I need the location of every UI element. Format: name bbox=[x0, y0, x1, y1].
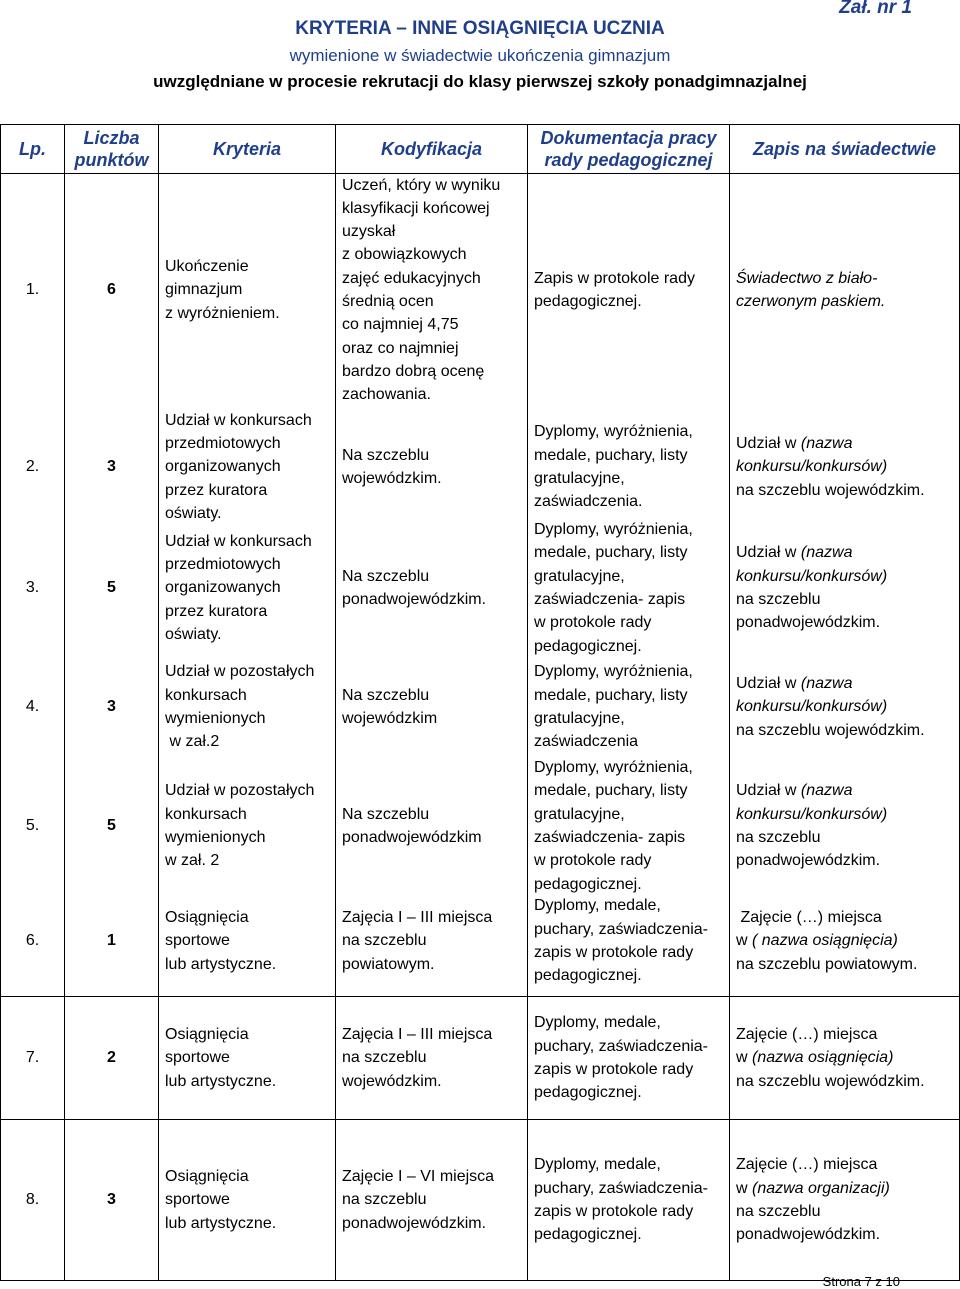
cert-line: Udział w (nazwa bbox=[736, 782, 853, 800]
cert-line: w (nazwa osiągnięcia) bbox=[736, 1049, 894, 1067]
cert-line: czerwonym paskiem. bbox=[736, 293, 886, 310]
doc-line: Dyplomy, wyróżnienia, bbox=[534, 663, 693, 681]
code-line: na szczeblu bbox=[342, 1191, 427, 1209]
doc-line: gratulacyjne, bbox=[534, 470, 625, 487]
crit-line: w zał. 2 bbox=[165, 852, 220, 870]
table-header-row bbox=[1, 125, 960, 174]
cell-pts bbox=[65, 1120, 159, 1281]
cert-line: Zajęcie (…) miejsca bbox=[736, 909, 882, 927]
doc-line: medale, puchary, listy bbox=[534, 782, 688, 800]
page-title: KRYTERIA – INNE OSIĄGNIĘCIA UCZNIA bbox=[295, 18, 665, 39]
code-cell-2 bbox=[336, 406, 527, 528]
doc-line: pedagogicznej. bbox=[534, 967, 642, 985]
doc-line: zapis w protokole rady bbox=[534, 1061, 694, 1078]
crit-line: przedmiotowych bbox=[165, 556, 281, 574]
crit-line: w zał.2 bbox=[165, 733, 220, 751]
cell-crit bbox=[159, 1120, 336, 1281]
code-line: z obowiązkowych bbox=[342, 246, 467, 264]
table-row bbox=[1, 997, 960, 1120]
doc-line: zaświadczenia bbox=[534, 733, 639, 751]
crit-line: przedmiotowych bbox=[165, 435, 281, 453]
table-row bbox=[1, 1120, 960, 1281]
cert-line: konkursu/konkursów) bbox=[736, 567, 888, 585]
doc-line: Dyplomy, wyróżnienia, bbox=[534, 521, 693, 539]
doc-line: Dyplomy, medale, bbox=[534, 1156, 661, 1174]
code-line: ponadwojewódzkim bbox=[342, 829, 482, 846]
code-line: zachowania. bbox=[342, 386, 431, 404]
cell-code-group bbox=[336, 174, 528, 997]
cell-doc bbox=[528, 997, 730, 1120]
crit-cell-1 bbox=[159, 174, 335, 406]
crit-line: sportowe bbox=[165, 932, 230, 950]
doc-line: Dyplomy, medale, bbox=[534, 897, 661, 915]
crit-line: Osiągnięcia bbox=[165, 1168, 249, 1186]
doc-line: gratulacyjne, bbox=[534, 567, 625, 585]
cert-line: na szczeblu wojewódzkim. bbox=[736, 721, 925, 739]
doc-line: puchary, zaświadczenia- bbox=[534, 920, 709, 938]
doc-cell-8 bbox=[528, 1120, 729, 1280]
code-cell-6 bbox=[336, 886, 527, 996]
cert-line: Udział w (nazwa bbox=[736, 435, 853, 453]
doc-line: medale, puchary, listy bbox=[534, 446, 688, 464]
doc-cell-5 bbox=[528, 759, 729, 893]
doc-line: pedagogicznej. bbox=[534, 293, 642, 310]
code-line: bardzo dobrą ocenę bbox=[342, 362, 485, 380]
code-line: Na szczeblu bbox=[342, 446, 430, 464]
crit-cell-7 bbox=[159, 997, 335, 1119]
crit-cell-8 bbox=[159, 1120, 335, 1280]
doc-line: w protokole rady bbox=[534, 852, 652, 870]
cell-pts-group bbox=[65, 174, 159, 997]
cert-cell-3 bbox=[730, 528, 959, 648]
cert-line: w (nazwa organizacji) bbox=[736, 1179, 890, 1197]
cert-line: na szczeblu wojewódzkim. bbox=[736, 1072, 925, 1090]
cert-line: na szczeblu bbox=[736, 829, 821, 846]
code-line: Zajęcia I – III miejsca bbox=[342, 909, 493, 927]
doc-line: pedagogicznej. bbox=[534, 1226, 642, 1244]
code-cell-7 bbox=[336, 997, 527, 1119]
cell-pts bbox=[65, 997, 159, 1120]
cert-line: ponadwojewódzkim. bbox=[736, 852, 881, 870]
cert-line: na szczeblu bbox=[736, 591, 821, 608]
code-line: ponadwojewódzkim. bbox=[342, 1214, 487, 1232]
code-line: oraz co najmniej bbox=[342, 339, 459, 357]
cert-line: konkursu/konkursów) bbox=[736, 805, 888, 823]
lp-value-6: 6. bbox=[25, 932, 40, 950]
code-line: Zajęcia I – III miejsca bbox=[342, 1026, 493, 1044]
doc-line: gratulacyjne, bbox=[534, 805, 625, 823]
lp-value-8: 8. bbox=[25, 1191, 40, 1209]
crit-line: Udział w pozostałych bbox=[165, 782, 315, 800]
crit-line: oświaty. bbox=[165, 504, 222, 522]
cell-doc-group bbox=[528, 174, 730, 997]
crit-line: Ukończenie bbox=[165, 258, 249, 276]
code-line: na szczeblu bbox=[342, 932, 427, 950]
cell-cert bbox=[730, 997, 960, 1120]
doc-line: puchary, zaświadczenia- bbox=[534, 1037, 709, 1055]
crit-line: lub artystyczne. bbox=[165, 1072, 277, 1090]
code-cell-1 bbox=[336, 174, 527, 406]
doc-cell-1 bbox=[528, 174, 729, 406]
cert-line: Świadectwo z biało- bbox=[736, 269, 878, 287]
doc-cell-2 bbox=[528, 406, 729, 528]
col-header-cert: Zapis na świadectwie bbox=[730, 125, 960, 174]
crit-line: Udział w konkursach bbox=[165, 411, 312, 429]
doc-cell-4 bbox=[528, 648, 729, 766]
doc-line: pedagogicznej. bbox=[534, 875, 642, 893]
cert-cell-2 bbox=[730, 406, 959, 528]
crit-line: Osiągnięcia bbox=[165, 909, 249, 927]
doc-line: zaświadczenia- zapis bbox=[534, 829, 686, 846]
pts-value-3: 5 bbox=[107, 579, 116, 597]
crit-line: przez kuratora bbox=[165, 481, 268, 499]
cell-cert-group bbox=[730, 174, 960, 997]
code-line: co najmniej 4,75 bbox=[342, 316, 459, 334]
doc-line: pedagogicznej. bbox=[534, 637, 642, 655]
crit-line: Osiągnięcia bbox=[165, 1026, 249, 1044]
pts-value-4: 3 bbox=[107, 698, 116, 716]
doc-line: puchary, zaświadczenia- bbox=[534, 1179, 709, 1197]
doc-cell-7 bbox=[528, 997, 729, 1119]
crit-line: wymienionych bbox=[165, 829, 266, 846]
cell-lp-group bbox=[1, 174, 65, 997]
code-line: ponadwojewódzkim. bbox=[342, 591, 487, 608]
cert-line: konkursu/konkursów) bbox=[736, 698, 888, 716]
code-cell-3 bbox=[336, 528, 527, 648]
lp-value-2: 2. bbox=[25, 458, 40, 476]
doc-line: zapis w protokole rady bbox=[534, 944, 694, 961]
doc-line: zapis w protokole rady bbox=[534, 1203, 694, 1220]
pts-value-6: 1 bbox=[107, 932, 116, 950]
crit-line: wymienionych bbox=[165, 710, 266, 727]
attachment-label: Zał. nr 1 bbox=[839, 0, 912, 18]
code-cell-4 bbox=[336, 648, 527, 766]
cert-line: na szczeblu bbox=[736, 1203, 821, 1220]
lp-value-7: 7. bbox=[25, 1049, 40, 1067]
cert-cell-6 bbox=[730, 886, 959, 996]
cell-crit-group bbox=[159, 174, 336, 997]
cert-line: konkursu/konkursów) bbox=[736, 458, 888, 476]
doc-line: w protokole rady bbox=[534, 614, 652, 632]
doc-line: Dyplomy, medale, bbox=[534, 1014, 661, 1032]
doc-line: Zapis w protokole rady bbox=[534, 269, 695, 287]
cert-line: Zajęcie (…) miejsca bbox=[736, 1026, 878, 1044]
code-line: Zajęcie I – VI miejsca bbox=[342, 1168, 495, 1186]
crit-cell-6 bbox=[159, 886, 335, 996]
crit-line: konkursach bbox=[165, 686, 247, 704]
page-subtitle: wymienione w świadectwie ukończenia gimnazjum bbox=[289, 46, 671, 65]
code-line: Na szczeblu bbox=[342, 805, 430, 823]
lp-value-3: 3. bbox=[25, 579, 40, 597]
col-header-code: Kodyfikacja bbox=[336, 125, 528, 174]
doc-line: medale, puchary, listy bbox=[534, 686, 688, 704]
crit-line: Udział w pozostałych bbox=[165, 663, 315, 681]
code-line: wojewódzkim bbox=[342, 710, 438, 727]
cert-line: ponadwojewódzkim. bbox=[736, 614, 881, 632]
page-subtitle-2: uwzględniane w procesie rekrutacji do klasy pierwszej szkoły ponadgimnazjalnej bbox=[153, 72, 807, 91]
cert-line: Udział w (nazwa bbox=[736, 675, 853, 693]
crit-line: sportowe bbox=[165, 1049, 230, 1067]
doc-line: Dyplomy, wyróżnienia, bbox=[534, 759, 693, 777]
code-line: Na szczeblu bbox=[342, 567, 430, 585]
cert-line: Udział w (nazwa bbox=[736, 544, 853, 562]
cert-line: ponadwojewódzkim. bbox=[736, 1226, 881, 1244]
cert-line: w ( nazwa osiągnięcia) bbox=[736, 932, 898, 950]
doc-line: pedagogicznej. bbox=[534, 1084, 642, 1102]
table-row bbox=[1, 174, 960, 997]
doc-cell-3 bbox=[528, 521, 729, 655]
crit-cell-3 bbox=[159, 528, 335, 648]
doc-line: zaświadczenia. bbox=[534, 493, 643, 511]
crit-cell-4 bbox=[159, 648, 335, 766]
cert-cell-4 bbox=[730, 648, 959, 766]
crit-cell-5 bbox=[159, 766, 335, 886]
doc-line: zaświadczenia- zapis bbox=[534, 591, 686, 608]
code-line: wojewódzkim. bbox=[342, 1072, 442, 1090]
crit-line: organizowanych bbox=[165, 579, 281, 597]
cert-line: na szczeblu powiatowym. bbox=[736, 955, 918, 973]
lp-value-5: 5. bbox=[25, 817, 40, 835]
cell-crit bbox=[159, 997, 336, 1120]
cell-lp bbox=[1, 997, 65, 1120]
crit-line: konkursach bbox=[165, 805, 247, 823]
cell-code bbox=[336, 997, 528, 1120]
pts-value-8: 3 bbox=[107, 1191, 116, 1209]
code-line: średnią ocen bbox=[342, 293, 434, 310]
cert-line: na szczeblu wojewódzkim. bbox=[736, 481, 925, 499]
code-line: wojewódzkim. bbox=[342, 470, 442, 487]
crit-line: sportowe bbox=[165, 1191, 230, 1209]
col-header-points: Liczba punktów bbox=[65, 125, 159, 174]
cert-cell-1 bbox=[730, 174, 959, 406]
cell-lp bbox=[1, 1120, 65, 1281]
pts-value-1: 6 bbox=[107, 281, 116, 299]
pts-value-5: 5 bbox=[107, 817, 116, 835]
doc-line: Dyplomy, wyróżnienia, bbox=[534, 423, 693, 441]
doc-cell-6 bbox=[528, 886, 729, 996]
code-line: Na szczeblu bbox=[342, 686, 430, 704]
crit-line: przez kuratora bbox=[165, 602, 268, 620]
col-header-lp: Lp. bbox=[1, 125, 65, 174]
lp-value-4: 4. bbox=[25, 698, 40, 716]
code-cell-8 bbox=[336, 1120, 527, 1280]
crit-cell-2 bbox=[159, 406, 335, 528]
code-line: powiatowym. bbox=[342, 955, 435, 973]
doc-line: medale, puchary, listy bbox=[534, 544, 688, 562]
crit-line: organizowanych bbox=[165, 458, 281, 476]
doc-line: gratulacyjne, bbox=[534, 710, 625, 727]
code-line: Uczeń, który w wyniku bbox=[342, 176, 501, 194]
cert-line: Zajęcie (…) miejsca bbox=[736, 1156, 878, 1174]
crit-line: Udział w konkursach bbox=[165, 532, 312, 550]
code-cell-5 bbox=[336, 766, 527, 886]
pts-value-2: 3 bbox=[107, 458, 116, 476]
pts-value-7: 2 bbox=[107, 1049, 116, 1067]
cell-doc bbox=[528, 1120, 730, 1281]
page-number: Strona 7 z 10 bbox=[822, 1274, 900, 1289]
code-line: uzyskał bbox=[342, 223, 396, 241]
col-header-criteria: Kryteria bbox=[159, 125, 336, 174]
cell-code bbox=[336, 1120, 528, 1281]
crit-line: gimnazjum bbox=[165, 281, 243, 299]
cell-cert bbox=[730, 1120, 960, 1281]
code-line: na szczeblu bbox=[342, 1049, 427, 1067]
cert-cell-8 bbox=[730, 1120, 959, 1280]
crit-line: lub artystyczne. bbox=[165, 1214, 277, 1232]
cert-cell-5 bbox=[730, 766, 959, 886]
criteria-table bbox=[0, 124, 960, 1281]
col-header-doc: Dokumentacja pracy rady pedagogicznej bbox=[528, 125, 730, 174]
code-line: klasyfikacji końcowej bbox=[342, 199, 490, 217]
crit-line: oświaty. bbox=[165, 625, 222, 643]
crit-line: lub artystyczne. bbox=[165, 955, 277, 973]
lp-value-1: 1. bbox=[25, 281, 40, 299]
code-line: zajęć edukacyjnych bbox=[342, 269, 481, 287]
crit-line: z wyróżnieniem. bbox=[165, 304, 280, 322]
cert-cell-7 bbox=[730, 997, 959, 1119]
